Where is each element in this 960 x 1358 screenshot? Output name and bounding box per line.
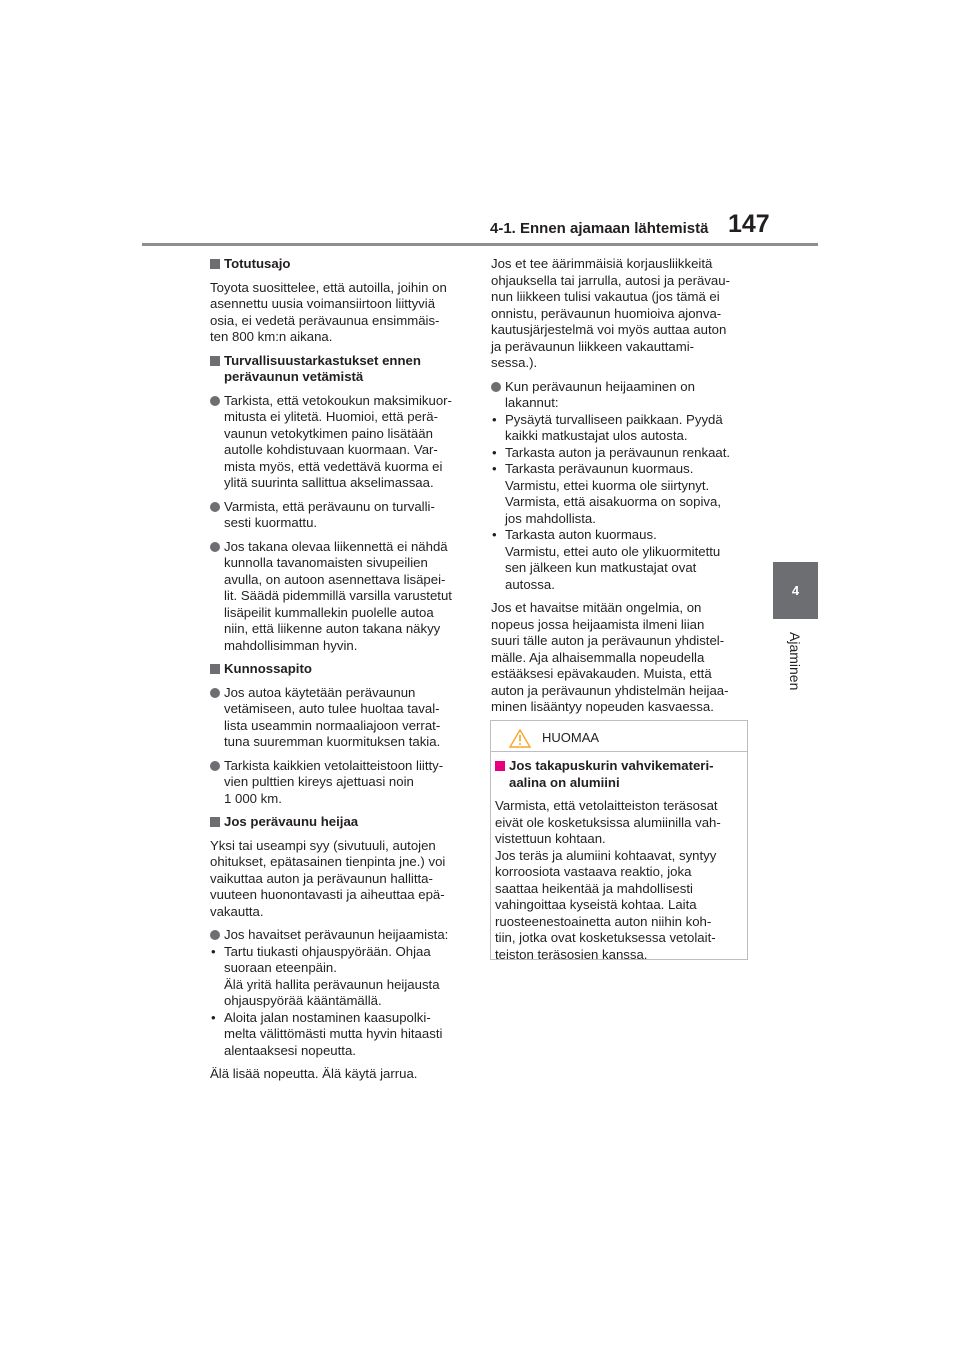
circle-bullet-icon xyxy=(210,502,220,512)
list-item xyxy=(210,499,472,532)
section-title: 4-1. Ennen ajamaan lähtemistä xyxy=(490,220,709,237)
chapter-number: 4 xyxy=(791,583,800,598)
sub-list-item-text: Aloita jalan nostaminen kaasupolki- melta välittömästi mutta hyvin hitaasti alentaaksesi nopeutta. xyxy=(224,1009,443,1058)
square-bullet-icon xyxy=(210,259,220,269)
circle-bullet-icon xyxy=(210,542,220,552)
square-bullet-icon xyxy=(210,817,220,827)
paragraph: Älä lisää nopeutta. Älä käytä jarrua. xyxy=(210,1066,418,1081)
notice-text: Varmista, että vetolaitteiston teräsosat eivät ole kosketuksissa alumiinilla vah- vistettuun kohtaan. Jos teräs ja alumiini kohtaavat, syntyy korroosiota vastaava reaktio, joka saattaa heikentää ja mahdollisesti vahingoittaa kyseistä kohtaa. Laita ruosteenestoainetta auton niihin koh- tiin, jotka ovat kosketuksessa vetolait- teiston teräsosien kanssa. xyxy=(495,798,721,962)
dot-bullet-icon: • xyxy=(211,943,216,959)
heading-trailer-sway xyxy=(210,814,472,831)
heading-text: Jos takapuskurin vahvikemateri- aalina on alumiini xyxy=(509,758,714,790)
sub-list-item-text: Tartu tiukasti ohjauspyörään. Ohjaa suoraan eteenpäin. Älä yritä hallita perävaunun heijausta ohjauspyörää kääntämällä. xyxy=(224,943,440,1008)
dot-bullet-icon: • xyxy=(492,527,497,542)
square-bullet-icon xyxy=(210,356,220,366)
list-item-text: Tarkista kaikkien vetolaitteistoon liitty- vien pulttien kireys ajettuasi noin 1 000 km. xyxy=(224,757,444,806)
heading-break-in xyxy=(210,256,472,273)
list-item-text: Varmista, että perävaunu on turvalli- sesti kuormattu. xyxy=(224,498,435,530)
heading-safety-checks xyxy=(210,353,472,386)
notice-header xyxy=(491,721,747,752)
list-item-text: Tarkista, että vetokoukun maksimikuor- mitusta ei ylitetä. Huomioi, että perä- vaunun vetokytkimen paino lisätään autolle kohdistuvaan kuormaan. Var- mista myös, että vedettävä kuorma ei ylitä suurinta sallittua akselimassaa. xyxy=(224,392,452,490)
list-item xyxy=(491,379,753,412)
header-rule xyxy=(142,243,818,246)
list-item xyxy=(210,539,472,655)
list-item xyxy=(210,393,472,492)
paragraph: Yksi tai useampi syy (sivutuuli, autojen ohitukset, epätasainen tienpinta jne.) voi vaikuttaa auton ja perävaunun hallitta- vuuteen huonontavasti ja aiheuttaa epä- vakautta. xyxy=(210,837,446,919)
sub-list-item xyxy=(491,445,753,462)
circle-bullet-icon xyxy=(210,396,220,406)
heading-maintenance xyxy=(210,661,472,678)
sub-list-item xyxy=(491,412,753,445)
paragraph: Jos et havaitse mitään ongelmia, on nopeus jossa heijaamista ilmeni liian suuri tälle auton ja perävaunun yhdistel- mälle. Aja alhaisemmalla nopeudella estääksesi epävakauden. Muista, että auton ja perävaunun yhdistelmän heijaa- minen lisääntyy nopeuden kasvaessa. xyxy=(491,600,729,714)
list-item-text: Jos autoa käytetään perävaunun vetämiseen, auto tulee huoltaa taval- lista useammin normaaliajoon verrat- tuna suuremman kuormituksen takia. xyxy=(224,684,441,749)
sub-list-item-text: Tarkasta auton ja perävaunun renkaat. xyxy=(505,444,731,460)
list-item xyxy=(210,758,472,808)
paragraph: Toyota suosittelee, että autoilla, joihin on asennettu uusia voimansiirtoon liittyviä osia, ei vedetä perävaunua ensimmäis- ten 800 km:n aikana. xyxy=(210,279,447,344)
sub-list-item-text: Tarkasta auton kuormaus. Varmistu, ettei auto ole ylikuormitettu sen jälkeen kun matkustajat ovat autossa. xyxy=(505,527,721,592)
notice-heading xyxy=(495,758,739,791)
sub-list-item-text: Pysäytä turvalliseen paikkaan. Pyydä kaikki matkustajat ulos autosta. xyxy=(505,411,723,443)
list-item-text: Jos havaitset perävaunun heijaamista: xyxy=(224,927,449,942)
list-item xyxy=(210,685,472,751)
right-column xyxy=(491,256,753,723)
left-column xyxy=(210,256,472,1090)
circle-bullet-icon xyxy=(210,930,220,940)
heading-text: Jos perävaunu heijaa xyxy=(224,814,359,829)
circle-bullet-icon xyxy=(491,382,501,392)
notice-body xyxy=(491,752,747,963)
paragraph: Jos et tee äärimmäisiä korjausliikkeitä ohjauksella tai jarrulla, autosi ja perävau- nun liikkeen tulisi vakautua (jos tämä ei onnistu, perävaunun huomioiva ajonva- kautusjärjestelmä voi myös auttaa auton ja perävaunun liikkeen vakauttami- sessa.). xyxy=(491,256,730,370)
circle-bullet-icon xyxy=(210,761,220,771)
chapter-label: Ajaminen xyxy=(787,632,803,691)
dot-bullet-icon: • xyxy=(492,411,497,427)
page-number: 147 xyxy=(728,210,770,238)
list-item xyxy=(210,927,472,944)
sub-list-item-text: Tarkasta perävaunun kuormaus. Varmistu, ettei kuorma ole siirtynyt. Varmista, että aisakuorma on sopiva, jos mahdollista. xyxy=(505,461,721,526)
notice-label: HUOMAA xyxy=(542,730,600,745)
list-item-text: Kun perävaunun heijaaminen on lakannut: xyxy=(505,378,695,410)
sub-list-item xyxy=(210,1010,472,1060)
sub-list-item xyxy=(210,944,472,1010)
notice-box xyxy=(490,720,748,960)
dot-bullet-icon: • xyxy=(492,461,497,476)
heading-text: Totutusajo xyxy=(224,256,291,271)
sub-list-item xyxy=(491,527,753,593)
square-bullet-icon xyxy=(210,664,220,674)
square-bullet-icon xyxy=(495,761,505,771)
chapter-tab[interactable] xyxy=(773,562,818,619)
circle-bullet-icon xyxy=(210,688,220,698)
warning-triangle-icon xyxy=(509,729,531,753)
heading-text: Kunnossapito xyxy=(224,661,312,676)
dot-bullet-icon: • xyxy=(492,444,497,460)
heading-text: Turvallisuustarkastukset ennen perävaunun vetämistä xyxy=(224,352,421,384)
list-item-text: Jos takana olevaa liikennettä ei nähdä kunnolla tavanomaisten sivupeilien avulla, on autoon asennettava lisäpei- lit. Säädä pidemmillä varsilla varustetut lisäpeilit kummallekin puolelle autoa niin, että liikenne auton takana näkyy mahdollisimman hyvin. xyxy=(224,538,452,653)
sub-list-item xyxy=(491,461,753,527)
dot-bullet-icon: • xyxy=(211,1009,216,1025)
